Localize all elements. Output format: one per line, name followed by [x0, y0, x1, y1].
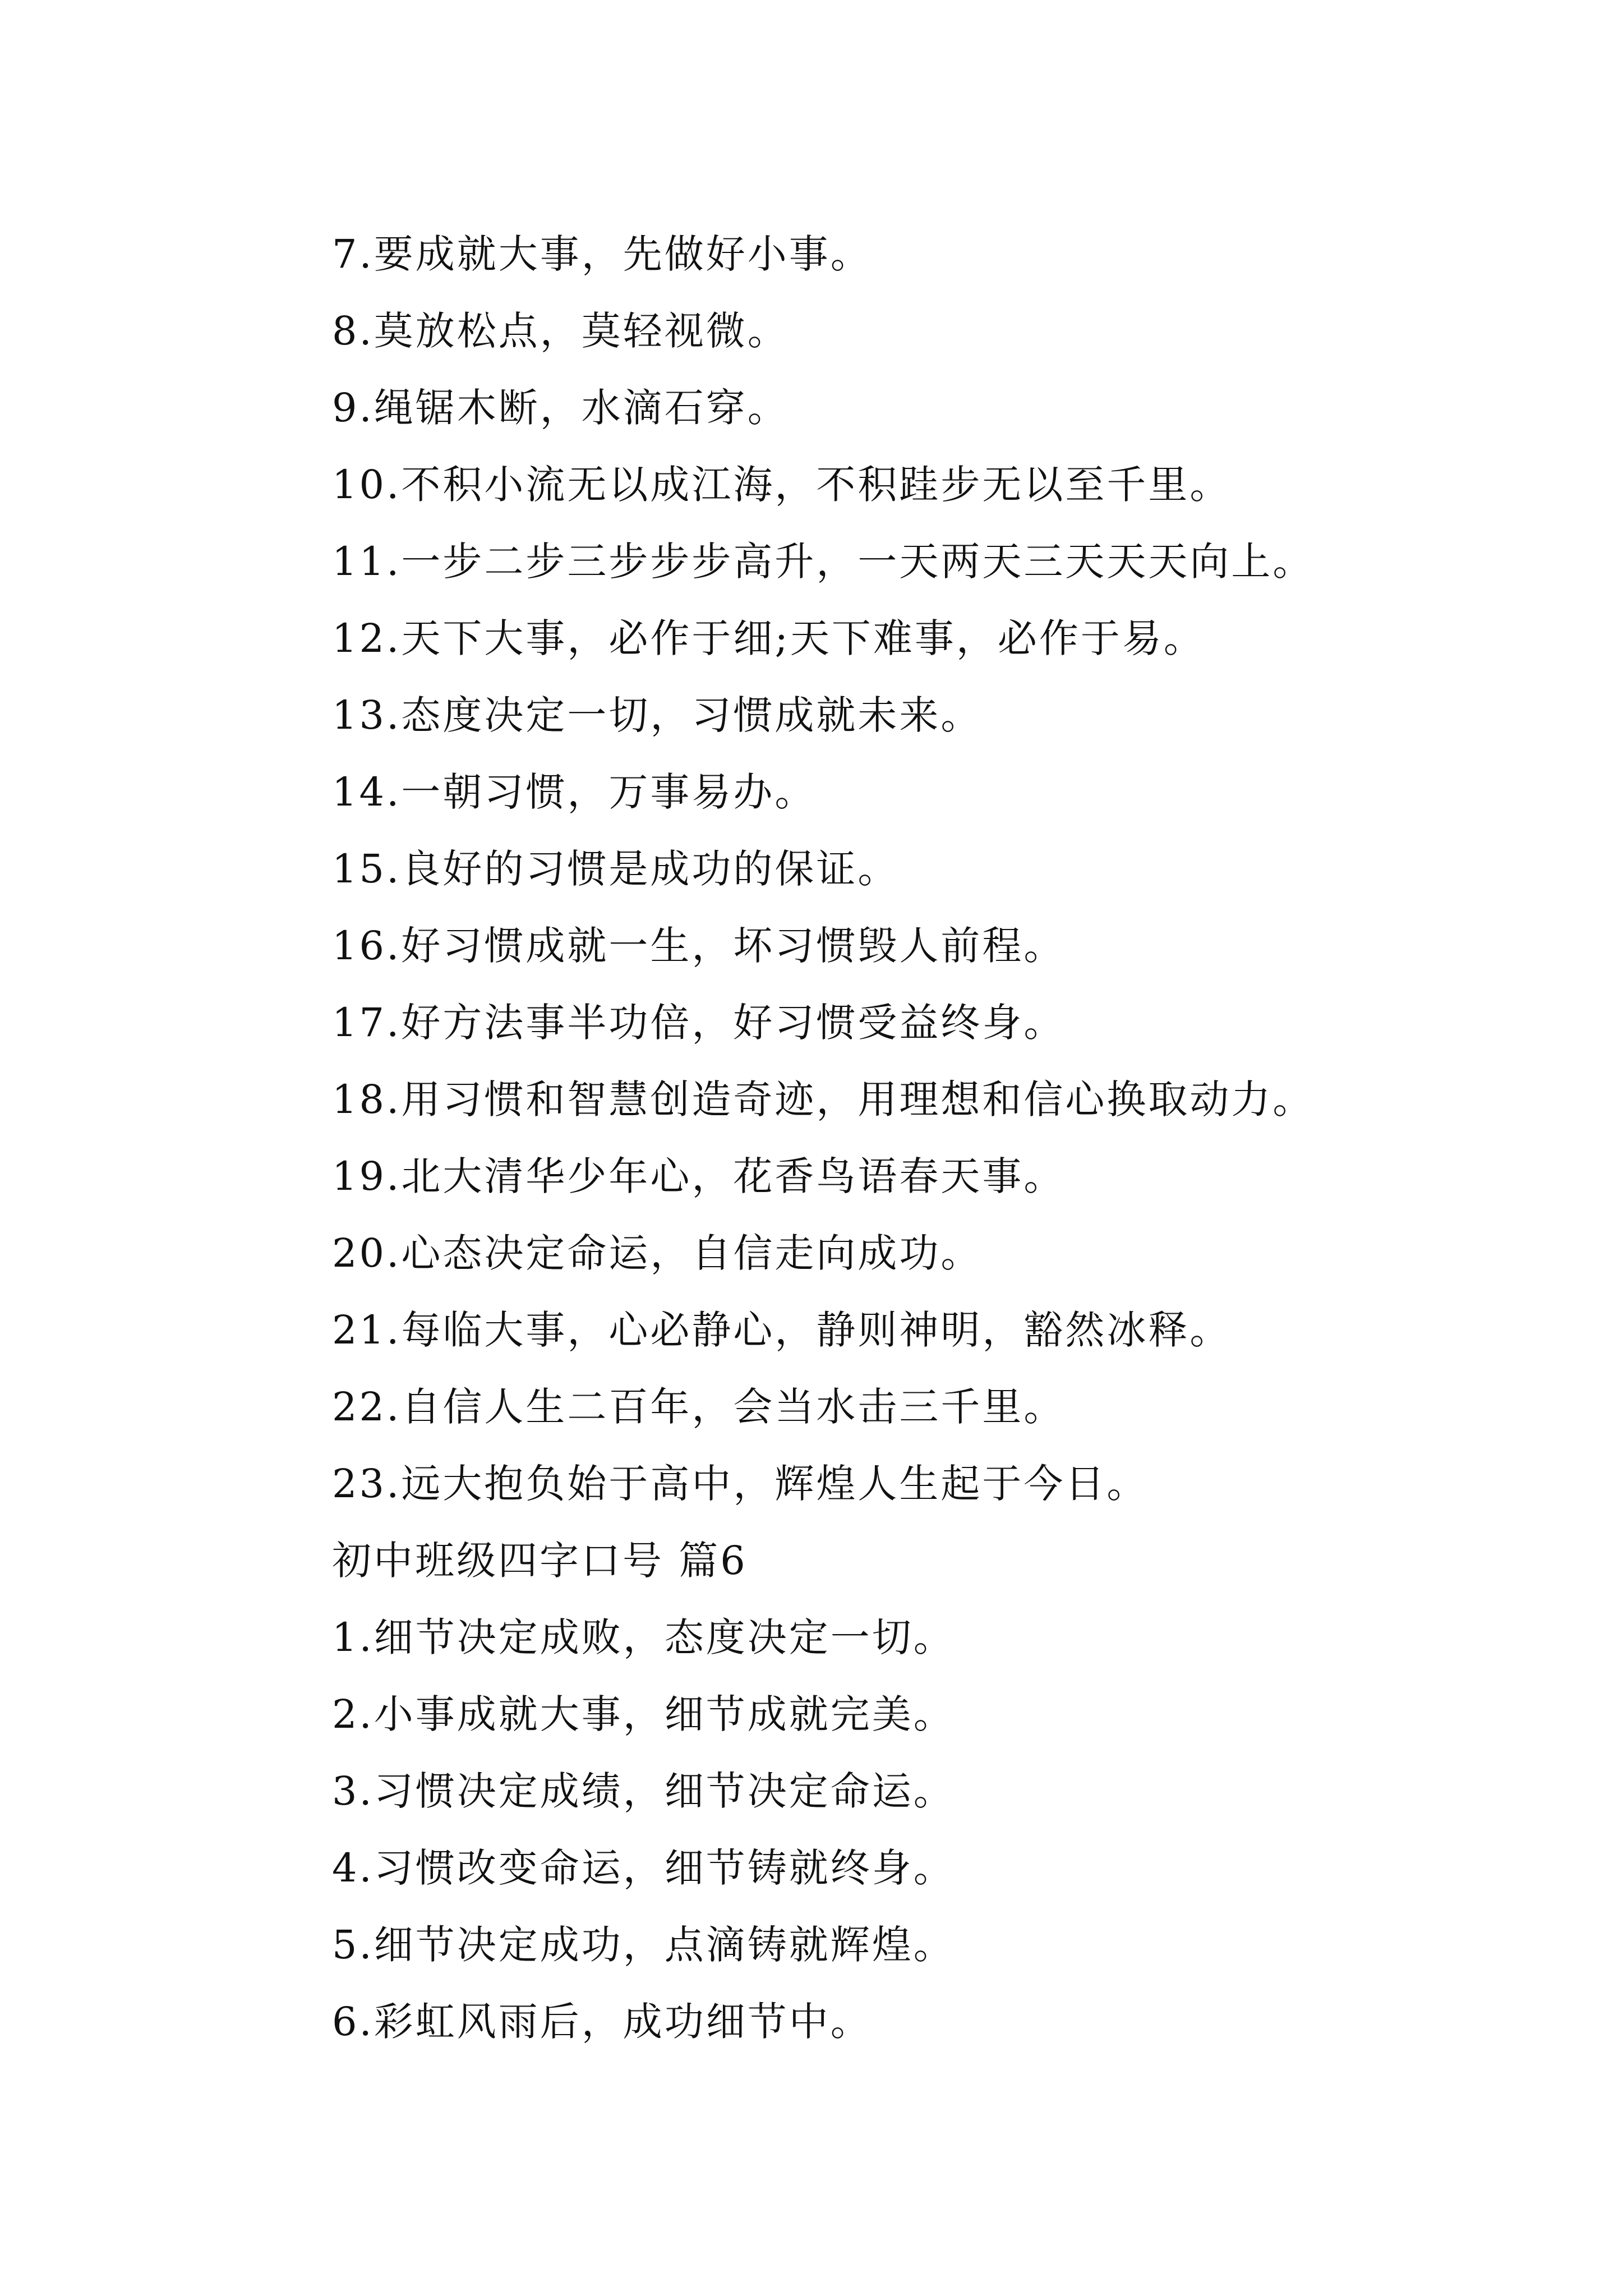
slogan-line: 18.用习惯和智慧创造奇迹，用理想和信心换取动力。 — [332, 1076, 1315, 1122]
slogan-line: 12.天下大事，必作于细;天下难事，必作于易。 — [332, 615, 1205, 661]
slogan-line: 14.一朝习惯，万事易办。 — [332, 769, 817, 815]
slogan-line: 15.良好的习惯是成功的保证。 — [332, 846, 900, 892]
slogan-line: 1.细节决定成败，态度决定一切。 — [332, 1614, 955, 1660]
slogan-line: 9.绳锯木断，水滴石穿。 — [332, 385, 789, 431]
slogan-line: 3.习惯决定成绩，细节决定命运。 — [332, 1768, 955, 1814]
slogan-line: 10.不积小流无以成江海，不积跬步无以至千里。 — [332, 462, 1232, 508]
slogan-line: 11.一步二步三步步步高升，一天两天三天天天向上。 — [332, 539, 1315, 585]
slogan-line: 4.习惯改变命运，细节铸就终身。 — [332, 1845, 955, 1891]
slogan-line: 21.每临大事，心必静心，静则神明，豁然冰释。 — [332, 1307, 1232, 1353]
section-heading: 初中班级四字口号 篇6 — [332, 1538, 748, 1584]
slogan-line: 23.远大抱负始于高中，辉煌人生起于今日。 — [332, 1461, 1149, 1507]
document-body — [332, 216, 1454, 2060]
slogan-line: 20.心态决定命运，自信走向成功。 — [332, 1230, 983, 1276]
slogan-line: 16.好习惯成就一生，坏习惯毁人前程。 — [332, 923, 1066, 969]
slogan-line: 5.细节决定成功，点滴铸就辉煌。 — [332, 1922, 955, 1968]
slogan-line: 17.好方法事半功倍，好习惯受益终身。 — [332, 1000, 1066, 1046]
slogan-line: 13.态度决定一切，习惯成就未来。 — [332, 692, 983, 738]
slogan-line: 8.莫放松点，莫轻视微。 — [332, 308, 789, 354]
slogan-line: 19.北大清华少年心，花香鸟语春天事。 — [332, 1153, 1066, 1199]
slogan-line: 2.小事成就大事，细节成就完美。 — [332, 1691, 955, 1737]
slogan-line: 22.自信人生二百年，会当水击三千里。 — [332, 1384, 1066, 1430]
slogan-line: 6.彩虹风雨后，成功细节中。 — [332, 1999, 872, 2045]
slogan-line: 7.要成就大事，先做好小事。 — [332, 231, 872, 277]
